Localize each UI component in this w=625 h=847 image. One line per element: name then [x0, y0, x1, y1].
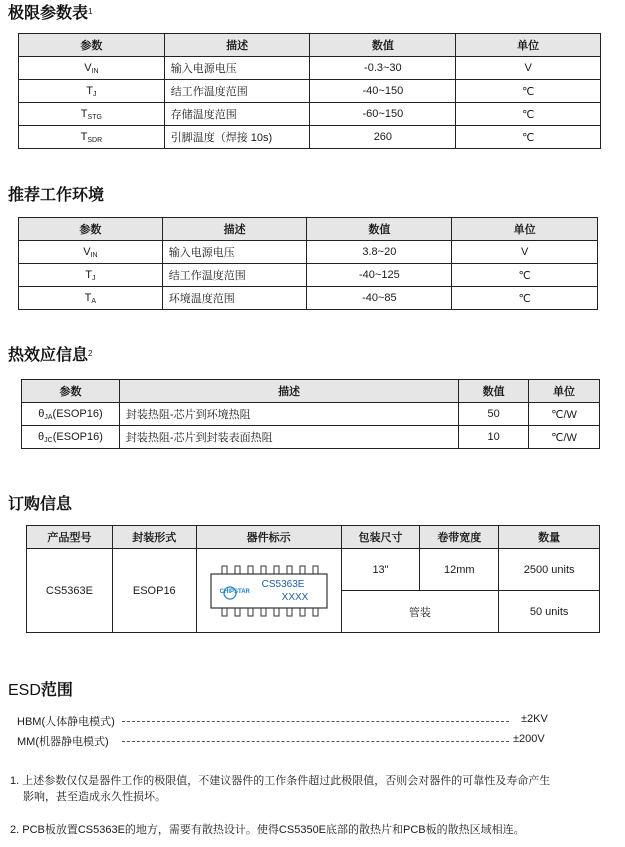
param-subscript: J: [91, 275, 96, 282]
header-desc: 描述: [164, 34, 310, 57]
table-row: [19, 241, 598, 264]
header-unit: 单位: [529, 380, 600, 403]
param-cell: [19, 241, 163, 264]
table-row: [19, 287, 598, 310]
esd-mm-value: ±200V: [513, 733, 545, 745]
param-subscript: JA: [44, 414, 53, 421]
tube-qty-cell: 50 units: [499, 591, 600, 633]
param-symbol: T: [86, 85, 93, 97]
header-param: 参数: [22, 380, 120, 403]
esd-hbm-value: ±2KV: [521, 713, 548, 725]
param-cell: [22, 426, 120, 449]
param-subscript: SDR: [87, 137, 103, 144]
unit-cell: ℃: [456, 126, 601, 149]
value-cell: 50: [459, 403, 529, 426]
tape-width-cell: 12mm: [420, 549, 499, 591]
header-param: 参数: [19, 218, 163, 241]
absolute-max-table: [18, 33, 601, 149]
header-pack-size: 包装尺寸: [341, 526, 420, 549]
param-subscript: JC: [44, 437, 53, 444]
param-symbol: T: [80, 131, 88, 143]
value-cell: -40~125: [307, 264, 452, 287]
value-cell: -40~85: [307, 287, 452, 310]
unit-cell: ℃: [456, 103, 601, 126]
reel-size-cell: 13": [341, 549, 420, 591]
esd-mm-label: MM(机器静电模式): [17, 736, 109, 748]
unit-cell: V: [452, 241, 598, 264]
header-marking: 器件标示: [196, 526, 341, 549]
table-row: [19, 57, 601, 80]
esd-title-prefix: ESD: [8, 682, 41, 699]
table-header-row: [19, 218, 598, 241]
unit-cell: ℃/W: [529, 403, 600, 426]
param-cell: [19, 287, 163, 310]
chip-line2: XXXX: [281, 591, 309, 603]
value-cell: 3.8~20: [307, 241, 452, 264]
unit-cell: ℃: [452, 264, 598, 287]
table-row: [19, 103, 601, 126]
desc-cell: 存储温度范围: [164, 103, 310, 126]
marking-cell: [196, 549, 341, 633]
section-title-absolute-max: [8, 4, 92, 24]
param-suffix: (ESOP16): [52, 431, 103, 443]
leader-dots: [122, 741, 509, 742]
param-cell: [19, 264, 163, 287]
section-title-esd: [8, 681, 73, 701]
value-cell: -0.3~30: [310, 57, 456, 80]
header-value: 数值: [307, 218, 452, 241]
desc-cell: 环境温度范围: [162, 287, 307, 310]
reel-qty-cell: 2500 units: [499, 549, 600, 591]
chip-line1: CS5363E: [261, 578, 305, 590]
chip-logo: CHIPSTAR: [219, 588, 250, 595]
param-cell: [19, 126, 165, 149]
table-row: [19, 126, 601, 149]
esd-hbm-label: HBM(人体静电模式): [17, 716, 115, 728]
desc-cell: 结工作温度范围: [164, 80, 310, 103]
footnote-mark: 1: [88, 7, 93, 16]
value-cell: -60~150: [310, 103, 456, 126]
note-1-continued: 影响，甚至造成永久性损坏。: [23, 791, 166, 803]
header-desc: 描述: [119, 380, 458, 403]
unit-cell: ℃/W: [529, 426, 600, 449]
section-title-ordering: 订购信息: [8, 496, 73, 513]
desc-cell: 引脚温度（焊接 10s): [164, 126, 310, 149]
package-cell: ESOP16: [112, 549, 196, 633]
param-cell: [19, 57, 165, 80]
value-cell: -40~150: [310, 80, 456, 103]
param-symbol: V: [83, 246, 91, 258]
desc-cell: 输入电源电压: [162, 241, 307, 264]
note-2: 2. PCB板放置CS5363E的地方，需要有散热设计。使得CS5350E底部的散热片和PCB板的散热区域相连。: [10, 824, 525, 836]
desc-cell: 结工作温度范围: [162, 264, 307, 287]
param-subscript: STG: [87, 114, 102, 121]
section-title-thermal: [8, 346, 92, 366]
leader-dots: [122, 721, 509, 722]
table-row: [27, 549, 600, 591]
header-value: 数值: [459, 380, 529, 403]
recommended-table: [18, 217, 598, 310]
param-symbol: θ: [38, 408, 45, 420]
table-header-row: [19, 34, 601, 57]
desc-cell: 封装热阻-芯片到封装表面热阻: [119, 426, 458, 449]
header-model: 产品型号: [27, 526, 113, 549]
unit-cell: V: [456, 57, 601, 80]
thermal-table: [21, 379, 600, 449]
param-symbol: T: [85, 269, 92, 281]
model-cell: CS5363E: [27, 549, 113, 633]
param-symbol: θ: [38, 431, 45, 443]
section-title-text: 热效应信息: [8, 347, 89, 364]
value-cell: 260: [310, 126, 456, 149]
param-subscript: IN: [91, 68, 99, 75]
footnote-mark: 2: [88, 349, 93, 358]
tube-label-cell: 管装: [341, 591, 499, 633]
note-1: 1. 上述参数仅仅是器件工作的极限值，不建议器件的工作条件超过此极限值，否则会对器件的可靠性及寿命产生: [10, 775, 551, 787]
table-row: [22, 426, 600, 449]
header-package: 封装形式: [112, 526, 196, 549]
desc-cell: 封装热阻-芯片到环境热阻: [119, 403, 458, 426]
table-header-row: [27, 526, 600, 549]
param-subscript: A: [91, 298, 97, 305]
table-row: [22, 403, 600, 426]
desc-cell: 输入电源电压: [164, 57, 310, 80]
unit-cell: ℃: [456, 80, 601, 103]
table-row: [19, 264, 598, 287]
param-suffix: (ESOP16): [52, 408, 103, 420]
header-unit: 单位: [452, 218, 598, 241]
param-subscript: IN: [90, 252, 98, 259]
section-title-recommended: 推荐工作环境: [8, 187, 105, 204]
header-desc: 描述: [162, 218, 307, 241]
header-param: 参数: [19, 34, 165, 57]
param-cell: [19, 103, 165, 126]
chip-marking: [208, 565, 330, 617]
header-quantity: 数量: [499, 526, 600, 549]
ordering-table: [26, 525, 600, 633]
header-unit: 单位: [456, 34, 601, 57]
header-tape-width: 卷带宽度: [420, 526, 499, 549]
value-cell: 10: [459, 426, 529, 449]
table-header-row: [22, 380, 600, 403]
header-value: 数值: [310, 34, 456, 57]
param-symbol: V: [84, 62, 92, 74]
esd-title-suffix: 范围: [40, 682, 73, 699]
param-cell: [19, 80, 165, 103]
param-symbol: T: [84, 292, 92, 304]
param-symbol: T: [80, 108, 88, 120]
section-title-text: 极限参数表: [8, 5, 89, 22]
param-subscript: J: [92, 91, 97, 98]
table-row: [19, 80, 601, 103]
param-cell: [22, 403, 120, 426]
unit-cell: ℃: [452, 287, 598, 310]
